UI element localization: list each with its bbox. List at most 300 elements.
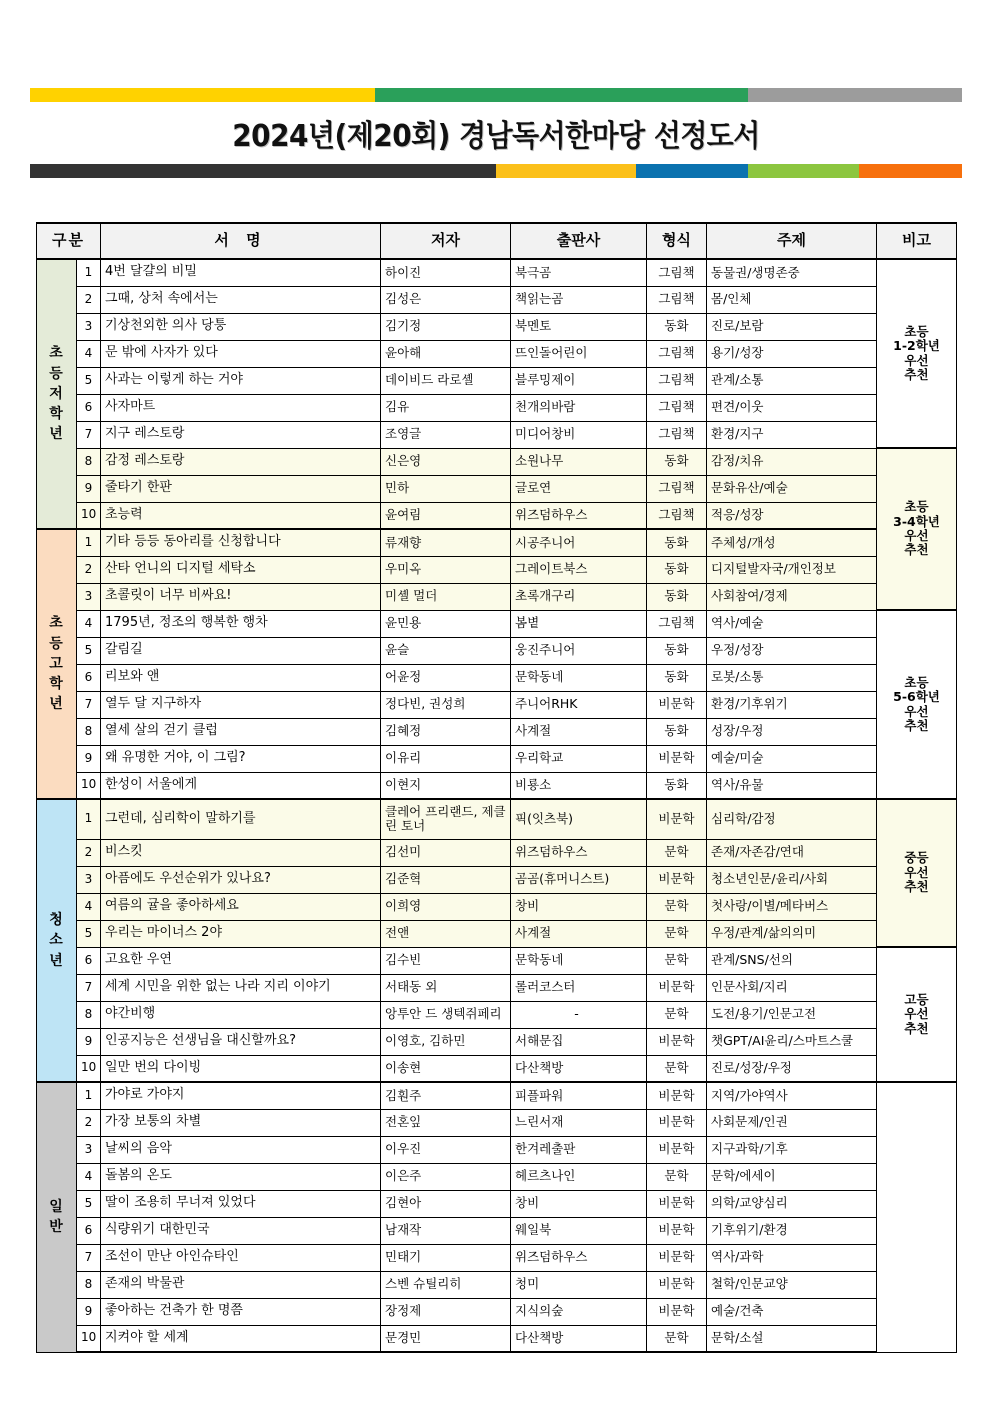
cell-author: 문경민 xyxy=(381,1325,511,1352)
cell-number: 10 xyxy=(77,1055,101,1082)
cell-format: 비문학 xyxy=(647,974,707,1001)
table-row xyxy=(37,313,957,340)
cell-publisher: 피플파워 xyxy=(511,1082,647,1109)
cell-publisher: 블루밍제이 xyxy=(511,367,647,394)
note-cell-2 xyxy=(877,448,957,610)
cell-publisher: 웅진주니어 xyxy=(511,637,647,664)
cell-title: 1795년, 정조의 행복한 행차 xyxy=(101,610,381,637)
cell-publisher: 한겨레출판 xyxy=(511,1136,647,1163)
cell-author: 장정제 xyxy=(381,1298,511,1325)
note-line: 우선 xyxy=(904,528,929,543)
note-line: 3-4학년 xyxy=(893,513,940,529)
cell-title: 아픔에도 우선순위가 있나요? xyxy=(101,866,381,893)
note-line: 초등 xyxy=(904,674,929,690)
table-row xyxy=(37,1001,957,1028)
column-header-title: 서 명 xyxy=(101,223,381,259)
cell-author: 이유리 xyxy=(381,745,511,772)
note-cell-1 xyxy=(877,259,957,448)
cell-topic: 역사/예술 xyxy=(707,610,877,637)
cell-format: 그림책 xyxy=(647,286,707,313)
cell-topic: 철학/인문교양 xyxy=(707,1271,877,1298)
cell-topic: 문학/소설 xyxy=(707,1325,877,1352)
cell-title: 조선이 만난 아인슈타인 xyxy=(101,1244,381,1271)
table-header-row xyxy=(37,223,957,259)
note-cell-4 xyxy=(877,799,957,947)
cell-number: 7 xyxy=(77,974,101,1001)
cell-number: 4 xyxy=(77,1163,101,1190)
cell-number: 1 xyxy=(77,259,101,286)
cell-title: 문 밖에 사자가 있다 xyxy=(101,340,381,367)
cell-title: 사과는 이렇게 하는 거야 xyxy=(101,367,381,394)
cell-format: 문학 xyxy=(647,839,707,866)
cell-publisher: 서해문집 xyxy=(511,1028,647,1055)
cell-number: 2 xyxy=(77,286,101,313)
cell-author: 김기정 xyxy=(381,313,511,340)
bottom-bar-segment-4 xyxy=(748,164,860,178)
table-body xyxy=(37,259,957,1352)
cell-publisher: 지식의숲 xyxy=(511,1298,647,1325)
cell-number: 7 xyxy=(77,691,101,718)
cell-author: 서태동 외 xyxy=(381,974,511,1001)
cell-number: 9 xyxy=(77,475,101,502)
cell-number: 7 xyxy=(77,421,101,448)
cell-format: 문학 xyxy=(647,1325,707,1352)
column-header-topic: 주제 xyxy=(707,223,877,259)
cell-format: 그림책 xyxy=(647,610,707,637)
cell-author: 정다빈, 권성희 xyxy=(381,691,511,718)
table-row xyxy=(37,1055,957,1082)
bottom-bar-segment-1 xyxy=(30,164,496,178)
cell-publisher: 위즈덤하우스 xyxy=(511,1244,647,1271)
cell-title: 일만 번의 다이빙 xyxy=(101,1055,381,1082)
cell-topic: 챗GPT/AI윤리/스마트스쿨 xyxy=(707,1028,877,1055)
cell-topic: 역사/유물 xyxy=(707,772,877,799)
cell-format: 비문학 xyxy=(647,691,707,718)
cell-author: 하이진 xyxy=(381,259,511,286)
cell-publisher: 청미 xyxy=(511,1271,647,1298)
cell-topic: 사회참여/경제 xyxy=(707,583,877,610)
cell-format: 비문학 xyxy=(647,866,707,893)
category-char: 학 xyxy=(49,676,64,693)
category-cell-2 xyxy=(37,529,77,799)
cell-author: 윤여림 xyxy=(381,502,511,529)
cell-title: 초능력 xyxy=(101,502,381,529)
cell-title: 날씨의 음악 xyxy=(101,1136,381,1163)
cell-publisher: 곰곰(휴머니스트) xyxy=(511,866,647,893)
cell-title: 야간비행 xyxy=(101,1001,381,1028)
cell-publisher: 창비 xyxy=(511,893,647,920)
category-cell-3 xyxy=(37,799,77,1082)
cell-publisher: 북멘토 xyxy=(511,313,647,340)
cell-author: 어윤정 xyxy=(381,664,511,691)
cell-author: 조영글 xyxy=(381,421,511,448)
cell-title: 지켜야 할 세계 xyxy=(101,1325,381,1352)
note-line: 1-2학년 xyxy=(893,338,940,354)
cell-topic: 편견/이웃 xyxy=(707,394,877,421)
note-line: 추천 xyxy=(904,366,929,382)
note-line: 우선 xyxy=(904,864,929,880)
cell-title: 그런데, 심리학이 말하기를 xyxy=(101,799,381,839)
table-row xyxy=(37,367,957,394)
cell-topic: 인문사회/지리 xyxy=(707,974,877,1001)
table-row xyxy=(37,583,957,610)
cell-author: 김유 xyxy=(381,394,511,421)
cell-number: 10 xyxy=(77,1325,101,1352)
cell-author: 김훤주 xyxy=(381,1082,511,1109)
bottom-bar-segment-2 xyxy=(496,164,636,178)
table-row xyxy=(37,1163,957,1190)
cell-publisher: 웨일북 xyxy=(511,1217,647,1244)
cell-format: 동화 xyxy=(647,313,707,340)
cell-author: 김성은 xyxy=(381,286,511,313)
cell-title: 기타 등등 동아리를 신청합니다 xyxy=(101,529,381,556)
category-char: 초 xyxy=(49,615,64,632)
top-bar-segment-1 xyxy=(30,88,375,102)
cell-number: 3 xyxy=(77,583,101,610)
cell-title: 가장 보통의 차별 xyxy=(101,1109,381,1136)
cell-publisher: 창비 xyxy=(511,1190,647,1217)
cell-publisher: 사계절 xyxy=(511,920,647,947)
cell-number: 2 xyxy=(77,556,101,583)
cell-author: 이송현 xyxy=(381,1055,511,1082)
table-row xyxy=(37,893,957,920)
table-row xyxy=(37,286,957,313)
table-row xyxy=(37,340,957,367)
cell-topic: 지역/가야역사 xyxy=(707,1082,877,1109)
column-header-note: 비고 xyxy=(877,223,957,259)
table-row xyxy=(37,421,957,448)
category-cell-4 xyxy=(37,1082,77,1352)
note-line: 초등 xyxy=(904,499,929,515)
cell-topic: 의학/교양심리 xyxy=(707,1190,877,1217)
table-row xyxy=(37,1190,957,1217)
category-char: 년 xyxy=(49,952,64,969)
category-char: 저 xyxy=(49,385,64,402)
table-row xyxy=(37,529,957,556)
cell-title: 딸이 조용히 무너져 있었다 xyxy=(101,1190,381,1217)
cell-topic: 예술/건축 xyxy=(707,1298,877,1325)
table-row xyxy=(37,502,957,529)
cell-title: 존재의 박물관 xyxy=(101,1271,381,1298)
cell-publisher: 사계절 xyxy=(511,718,647,745)
table-row xyxy=(37,772,957,799)
cell-number: 6 xyxy=(77,394,101,421)
cell-topic: 존재/자존감/연대 xyxy=(707,839,877,866)
cell-author: 류재향 xyxy=(381,529,511,556)
cell-title: 줄타기 한판 xyxy=(101,475,381,502)
cell-topic: 환경/지구 xyxy=(707,421,877,448)
table-row xyxy=(37,866,957,893)
cell-format: 그림책 xyxy=(647,367,707,394)
cell-title: 기상천외한 의사 당퉁 xyxy=(101,313,381,340)
table-row xyxy=(37,718,957,745)
cell-topic: 예술/미술 xyxy=(707,745,877,772)
cell-number: 5 xyxy=(77,367,101,394)
cell-author: 전앤 xyxy=(381,920,511,947)
cell-format: 비문학 xyxy=(647,1217,707,1244)
cell-publisher: 주니어RHK xyxy=(511,691,647,718)
banner-bottom-color-bar xyxy=(30,164,962,178)
table-row xyxy=(37,1082,957,1109)
cell-title: 그때, 상처 속에서는 xyxy=(101,286,381,313)
cell-topic: 도전/용기/인문고전 xyxy=(707,1001,877,1028)
table-row xyxy=(37,259,957,286)
category-char: 등 xyxy=(49,365,64,382)
cell-format: 비문학 xyxy=(647,1298,707,1325)
note-line: 우선 xyxy=(904,703,929,719)
bottom-bar-segment-3 xyxy=(636,164,748,178)
cell-publisher: 다산책방 xyxy=(511,1055,647,1082)
cell-topic: 역사/과학 xyxy=(707,1244,877,1271)
table-row xyxy=(37,1136,957,1163)
cell-publisher: 우리학교 xyxy=(511,745,647,772)
cell-title: 왜 유명한 거야, 이 그림? xyxy=(101,745,381,772)
note-cell-3 xyxy=(877,610,957,799)
cell-topic: 청소년인문/윤리/사회 xyxy=(707,866,877,893)
cell-number: 4 xyxy=(77,610,101,637)
table-row xyxy=(37,664,957,691)
cell-topic: 진로/보람 xyxy=(707,313,877,340)
cell-number: 10 xyxy=(77,502,101,529)
cell-title: 열세 살의 걷기 클럽 xyxy=(101,718,381,745)
top-bar-segment-3 xyxy=(748,88,962,102)
cell-number: 9 xyxy=(77,1298,101,1325)
cell-title: 사자마트 xyxy=(101,394,381,421)
table-row xyxy=(37,1244,957,1271)
cell-title: 초콜릿이 너무 비싸요! xyxy=(101,583,381,610)
cell-number: 8 xyxy=(77,1001,101,1028)
cell-format: 동화 xyxy=(647,583,707,610)
table-row xyxy=(37,691,957,718)
cell-author: 스벤 슈틸리히 xyxy=(381,1271,511,1298)
cell-title: 고요한 우연 xyxy=(101,947,381,974)
cell-topic: 용기/성장 xyxy=(707,340,877,367)
cell-number: 1 xyxy=(77,1082,101,1109)
cell-topic: 심리학/감정 xyxy=(707,799,877,839)
note-line: 우선 xyxy=(904,352,929,368)
cell-author: 이우진 xyxy=(381,1136,511,1163)
cell-topic: 문화유산/예술 xyxy=(707,475,877,502)
cell-publisher: 시공주니어 xyxy=(511,529,647,556)
cell-number: 2 xyxy=(77,839,101,866)
note-line: 5-6학년 xyxy=(893,689,940,705)
cell-title: 비스킷 xyxy=(101,839,381,866)
cell-number: 4 xyxy=(77,893,101,920)
cell-author: 클레어 프리랜드, 제클린 토너 xyxy=(381,799,511,839)
cell-publisher: 위즈덤하우스 xyxy=(511,502,647,529)
category-char: 소 xyxy=(49,932,64,949)
cell-format: 문학 xyxy=(647,920,707,947)
cell-number: 6 xyxy=(77,1217,101,1244)
cell-topic: 우정/성장 xyxy=(707,637,877,664)
note-line: 추천 xyxy=(904,542,929,558)
cell-format: 비문학 xyxy=(647,1244,707,1271)
cell-publisher: 느린서재 xyxy=(511,1109,647,1136)
category-cell-1 xyxy=(37,259,77,529)
cell-publisher: 봄볕 xyxy=(511,610,647,637)
cell-number: 1 xyxy=(77,799,101,839)
column-header-format: 형식 xyxy=(647,223,707,259)
cell-number: 3 xyxy=(77,866,101,893)
cell-author: 미셸 멀더 xyxy=(381,583,511,610)
cell-author: 이희영 xyxy=(381,893,511,920)
cell-number: 8 xyxy=(77,1271,101,1298)
cell-publisher: 그레이트북스 xyxy=(511,556,647,583)
cell-publisher: 소원나무 xyxy=(511,448,647,475)
cell-format: 동화 xyxy=(647,448,707,475)
cell-author: 전혼잎 xyxy=(381,1109,511,1136)
cell-title: 갈림길 xyxy=(101,637,381,664)
cell-title: 식량위기 대한민국 xyxy=(101,1217,381,1244)
cell-topic: 감정/치유 xyxy=(707,448,877,475)
cell-number: 7 xyxy=(77,1244,101,1271)
table-row xyxy=(37,394,957,421)
table-row xyxy=(37,637,957,664)
cell-format: 비문학 xyxy=(647,745,707,772)
cell-topic: 기후위기/환경 xyxy=(707,1217,877,1244)
cell-author: 윤슬 xyxy=(381,637,511,664)
top-bar-segment-2 xyxy=(375,88,748,102)
cell-topic: 디지털발자국/개인정보 xyxy=(707,556,877,583)
cell-publisher: 뜨인돌어린이 xyxy=(511,340,647,367)
cell-format: 그림책 xyxy=(647,340,707,367)
cell-format: 동화 xyxy=(647,664,707,691)
cell-author: 김준혁 xyxy=(381,866,511,893)
cell-title: 산타 언니의 디지털 세탁소 xyxy=(101,556,381,583)
cell-author: 김수빈 xyxy=(381,947,511,974)
table-row xyxy=(37,610,957,637)
cell-title: 지구 레스토랑 xyxy=(101,421,381,448)
cell-publisher: 북극곰 xyxy=(511,259,647,286)
note-cell-5 xyxy=(877,947,957,1082)
cell-publisher: 책읽는곰 xyxy=(511,286,647,313)
cell-number: 9 xyxy=(77,1028,101,1055)
cell-format: 문학 xyxy=(647,1001,707,1028)
category-char: 일 xyxy=(49,1198,64,1215)
table-row xyxy=(37,745,957,772)
cell-author: 윤민용 xyxy=(381,610,511,637)
cell-number: 5 xyxy=(77,920,101,947)
cell-publisher: 문학동네 xyxy=(511,664,647,691)
cell-format: 동화 xyxy=(647,718,707,745)
page-title: 2024년(제20회) 경남독서한마당 선정도서 xyxy=(232,119,760,154)
cell-title: 리보와 앤 xyxy=(101,664,381,691)
column-header-category: 구분 xyxy=(37,223,101,259)
category-char: 청 xyxy=(49,912,64,929)
category-char: 학 xyxy=(49,406,64,423)
cell-publisher: - xyxy=(511,1001,647,1028)
cell-title: 세계 시민을 위한 없는 나라 지리 이야기 xyxy=(101,974,381,1001)
cell-author: 민하 xyxy=(381,475,511,502)
table-row xyxy=(37,799,957,839)
cell-format: 비문학 xyxy=(647,1028,707,1055)
cell-publisher: 비룡소 xyxy=(511,772,647,799)
cell-number: 10 xyxy=(77,772,101,799)
cell-number: 4 xyxy=(77,340,101,367)
cell-title: 감정 레스토랑 xyxy=(101,448,381,475)
banner-top-color-bar xyxy=(30,88,962,102)
cell-number: 5 xyxy=(77,1190,101,1217)
category-char: 반 xyxy=(49,1219,64,1236)
cell-publisher: 천개의바람 xyxy=(511,394,647,421)
cell-format: 문학 xyxy=(647,1055,707,1082)
cell-author: 김선미 xyxy=(381,839,511,866)
cell-topic: 로봇/소통 xyxy=(707,664,877,691)
cell-topic: 적응/성장 xyxy=(707,502,877,529)
cell-publisher: 문학동네 xyxy=(511,947,647,974)
table-row xyxy=(37,920,957,947)
cell-title: 인공지능은 선생님을 대신할까요? xyxy=(101,1028,381,1055)
cell-format: 문학 xyxy=(647,947,707,974)
document-banner xyxy=(30,88,962,178)
cell-format: 동화 xyxy=(647,529,707,556)
category-char: 고 xyxy=(49,655,64,672)
cell-format: 비문학 xyxy=(647,1082,707,1109)
note-line: 추천 xyxy=(904,1020,929,1036)
cell-format: 동화 xyxy=(647,772,707,799)
cell-format: 동화 xyxy=(647,556,707,583)
cell-title: 열두 달 지구하자 xyxy=(101,691,381,718)
cell-title: 우리는 마이너스 2야 xyxy=(101,920,381,947)
cell-topic: 성장/우정 xyxy=(707,718,877,745)
cell-topic: 관계/SNS/선의 xyxy=(707,947,877,974)
note-line: 고등 xyxy=(904,991,929,1007)
cell-publisher: 다산책방 xyxy=(511,1325,647,1352)
cell-format: 그림책 xyxy=(647,475,707,502)
category-char: 초 xyxy=(49,345,64,362)
cell-format: 비문학 xyxy=(647,1109,707,1136)
column-header-publisher: 출판사 xyxy=(511,223,647,259)
cell-number: 6 xyxy=(77,664,101,691)
cell-author: 민태기 xyxy=(381,1244,511,1271)
cell-publisher: 롤러코스터 xyxy=(511,974,647,1001)
cell-format: 비문학 xyxy=(647,1190,707,1217)
cell-author: 데이비드 라로셸 xyxy=(381,367,511,394)
table-row xyxy=(37,448,957,475)
cell-author: 윤아해 xyxy=(381,340,511,367)
cell-publisher: 미디어창비 xyxy=(511,421,647,448)
cell-format: 비문학 xyxy=(647,799,707,839)
cell-title: 여름의 귤을 좋아하세요 xyxy=(101,893,381,920)
column-header-author: 저자 xyxy=(381,223,511,259)
cell-topic: 우정/관계/삶의의미 xyxy=(707,920,877,947)
cell-format: 문학 xyxy=(647,1163,707,1190)
note-line: 중등 xyxy=(904,850,929,866)
cell-format: 그림책 xyxy=(647,421,707,448)
cell-title: 4번 달걀의 비밀 xyxy=(101,259,381,286)
table-row xyxy=(37,839,957,866)
cell-author: 앙투안 드 생텍쥐페리 xyxy=(381,1001,511,1028)
cell-format: 그림책 xyxy=(647,394,707,421)
cell-format: 비문학 xyxy=(647,1136,707,1163)
cell-topic: 주체성/개성 xyxy=(707,529,877,556)
cell-format: 비문학 xyxy=(647,1271,707,1298)
cell-author: 우미옥 xyxy=(381,556,511,583)
category-char: 년 xyxy=(49,426,64,443)
bottom-bar-segment-5 xyxy=(859,164,962,178)
cell-topic: 첫사랑/이별/메타버스 xyxy=(707,893,877,920)
cell-author: 김혜정 xyxy=(381,718,511,745)
table-row xyxy=(37,1217,957,1244)
note-line: 추천 xyxy=(904,879,929,895)
cell-publisher: 위즈덤하우스 xyxy=(511,839,647,866)
cell-number: 8 xyxy=(77,718,101,745)
cell-author: 남재작 xyxy=(381,1217,511,1244)
cell-number: 2 xyxy=(77,1109,101,1136)
cell-number: 5 xyxy=(77,637,101,664)
table-row xyxy=(37,974,957,1001)
cell-publisher: 헤르츠나인 xyxy=(511,1163,647,1190)
